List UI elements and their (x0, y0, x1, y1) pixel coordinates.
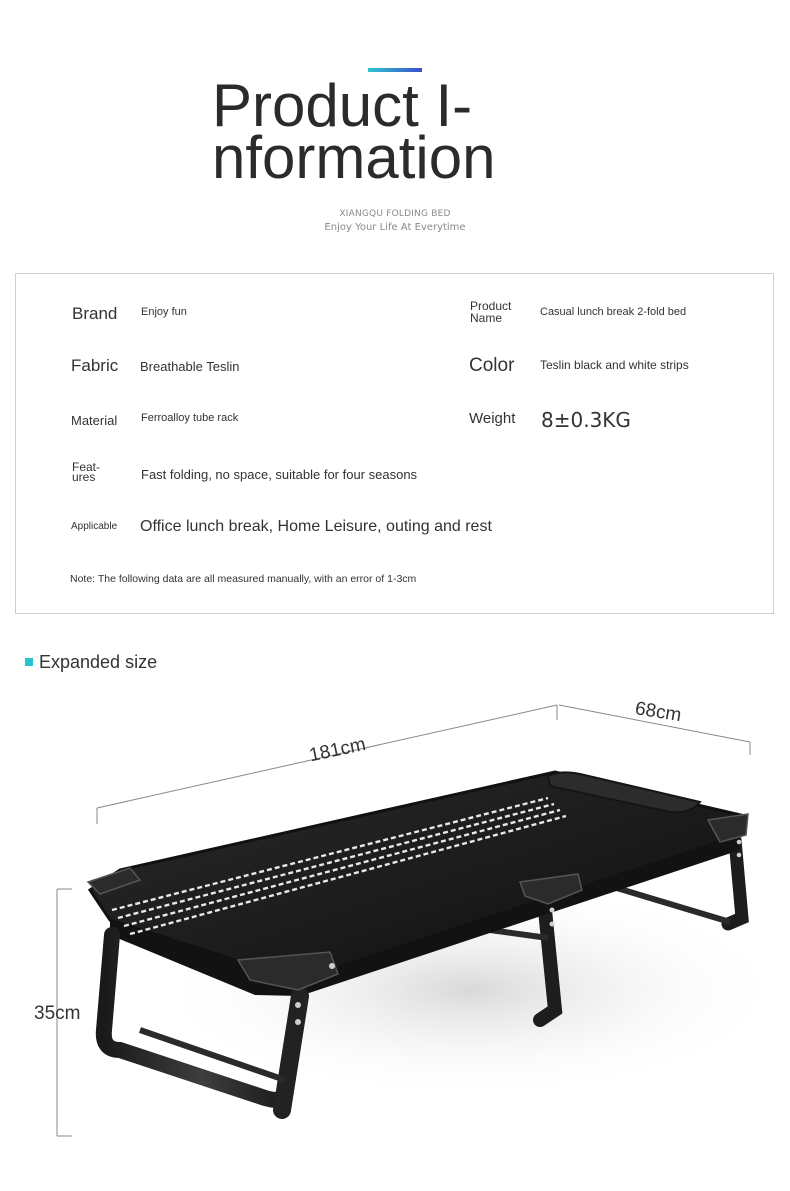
expanded-size-heading (25, 652, 157, 673)
applicable-value: Office lunch break, Home Leisure, outing and rest (140, 518, 492, 535)
weight-value: 8±0.3KG (541, 408, 631, 432)
width-dimension-label: 68cm (633, 698, 683, 727)
brand-value: Enjoy fun (141, 306, 187, 318)
applicable-label: Applicable (71, 521, 118, 532)
product-name-label-line-1: Product (470, 299, 512, 313)
color-label: Color (469, 355, 515, 376)
folding-bed-illustration (0, 690, 790, 1191)
slogan-subtitle: Enjoy Your Life At Everytime (324, 222, 466, 233)
features-label-line-2: ures (72, 470, 96, 484)
length-dimension-label: 181cm (307, 733, 368, 767)
features-label (72, 462, 100, 482)
page-title-line-1: Product I- (212, 72, 473, 139)
weight-label: Weight (469, 410, 516, 427)
product-name-label-line-2: Name (470, 311, 503, 325)
features-label-line-1: Feat- (72, 460, 101, 474)
section-marker-icon (25, 658, 33, 666)
product-name-label (470, 300, 511, 324)
fabric-value: Breathable Teslin (140, 359, 240, 374)
measurement-note: Note: The following data are all measured manually, with an error of 1-3cm (70, 573, 417, 585)
page-title-line-2: nformation (212, 124, 496, 191)
material-value: Ferroalloy tube rack (141, 412, 239, 424)
page-title (212, 72, 496, 191)
features-value: Fast folding, no space, suitable for four seasons (141, 467, 418, 482)
brand-subtitle: XIANGQU FOLDING BED (339, 209, 451, 219)
product-info-panel (15, 273, 774, 614)
expanded-size-title: Expanded size (39, 652, 158, 672)
color-value: Teslin black and white strips (540, 358, 689, 372)
fabric-label: Fabric (71, 356, 119, 375)
brand-label: Brand (72, 304, 118, 323)
height-dimension-label: 35cm (34, 1003, 81, 1024)
material-label: Material (71, 413, 118, 428)
product-name-value: Casual lunch break 2-fold bed (540, 306, 687, 318)
